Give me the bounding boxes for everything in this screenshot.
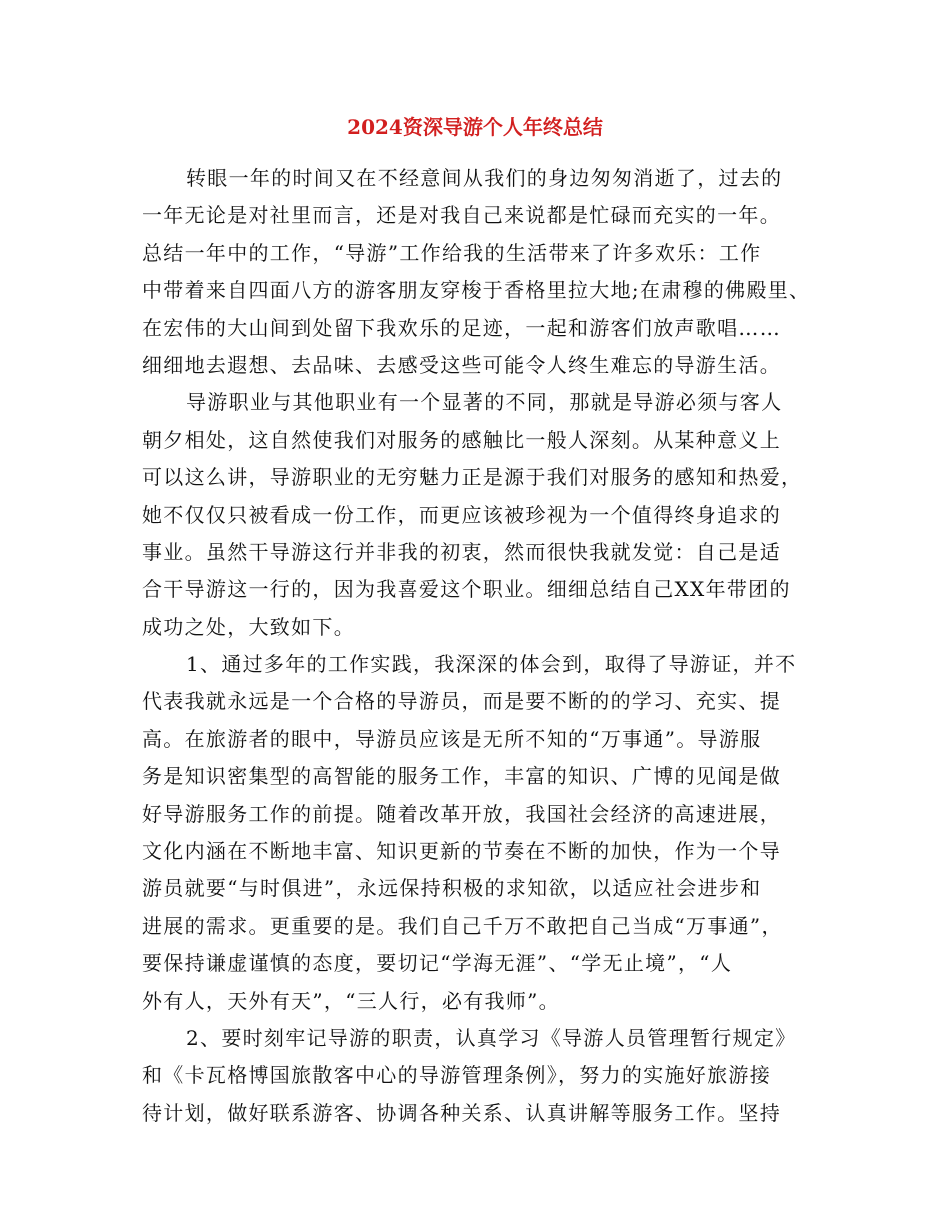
text-line: 游员就要“与时俱进”，永远保持积极的求知欲，以适应社会进步和 xyxy=(142,876,762,901)
text-line: 待计划，做好联系游客、协调各种关系、认真讲解等服务工作。坚持 xyxy=(142,1100,781,1125)
text-line: 文化内涵在不断地丰富、知识更新的节奏在不断的加快，作为一个导 xyxy=(142,839,781,864)
text-line: 导游职业与其他职业有一个显著的不同，那就是导游必须与客人 xyxy=(186,390,783,415)
document-body xyxy=(142,160,822,1132)
text-line: 高。在旅游者的眼中，导游员应该是无所不知的“万事通”。导游服 xyxy=(142,726,762,751)
text-line: 在宏伟的大山间到处留下我欢乐的足迹，一起和游客们放声歌唱…… xyxy=(142,315,781,340)
text-line: 成功之处，大致如下。 xyxy=(142,614,355,639)
text-line: 中带着来自四面八方的游客朋友穿梭于香格里拉大地;在肃穆的佛殿里、 xyxy=(142,278,811,303)
text-line: 务是知识密集型的高智能的服务工作，丰富的知识、广博的见闻是做 xyxy=(142,764,781,789)
text-line: 一年无论是对社里而言，还是对我自己来说都是忙碌而充实的一年。 xyxy=(142,203,781,228)
text-line: 可以这么讲，导游职业的无穷魅力正是源于我们对服务的感知和热爱， xyxy=(142,465,803,490)
text-line: 转眼一年的时间又在不经意间从我们的身边匆匆消逝了，过去的 xyxy=(186,166,783,190)
text-line: 2、要时刻牢记导游的职责，认真学习《导游人员管理暂行规定》 xyxy=(186,1025,797,1050)
text-line: 外有人，天外有天”，“三人行，必有我师”。 xyxy=(142,988,560,1013)
text-line: 细细地去遐想、去品味、去感受这些可能令人终生难忘的导游生活。 xyxy=(142,352,781,377)
text-line: 总结一年中的工作，“导游”工作给我的生活带来了许多欢乐：工作 xyxy=(142,240,762,265)
text-line: 好导游服务工作的前提。随着改革开放，我国社会经济的高速进展， xyxy=(142,801,781,826)
text-line: 朝夕相处，这自然使我们对服务的感触比一般人深刻。从某种意义上 xyxy=(142,427,781,452)
text-line: 事业。虽然干导游这行并非我的初衷，然而很快我就发觉：自己是适 xyxy=(142,539,781,564)
document-title: 2024资深导游个人年终总结 xyxy=(347,115,603,139)
text-line: 她不仅仅只被看成一份工作，而更应该被珍视为一个值得终身追求的 xyxy=(142,502,781,527)
text-line: 要保持谦虚谨慎的态度，要切记“学海无涯”、“学无止境”，“人 xyxy=(142,951,733,976)
text-line: 1、通过多年的工作实践，我深深的体会到，取得了导游证，并不 xyxy=(186,652,797,677)
text-line: 进展的需求。更重要的是。我们自己千万不敢把自己当成“万事通”， xyxy=(142,913,783,938)
text-line: 和《卡瓦格博国旅散客中心的导游管理条例》，努力的实施好旅游接 xyxy=(142,1063,771,1088)
text-line: 代表我就永远是一个合格的导游员，而是要不断的的学习、充实、提 xyxy=(142,689,781,714)
text-line: 合干导游这一行的，因为我喜爱这个职业。细细总结自己XX年带团的 xyxy=(142,577,791,602)
